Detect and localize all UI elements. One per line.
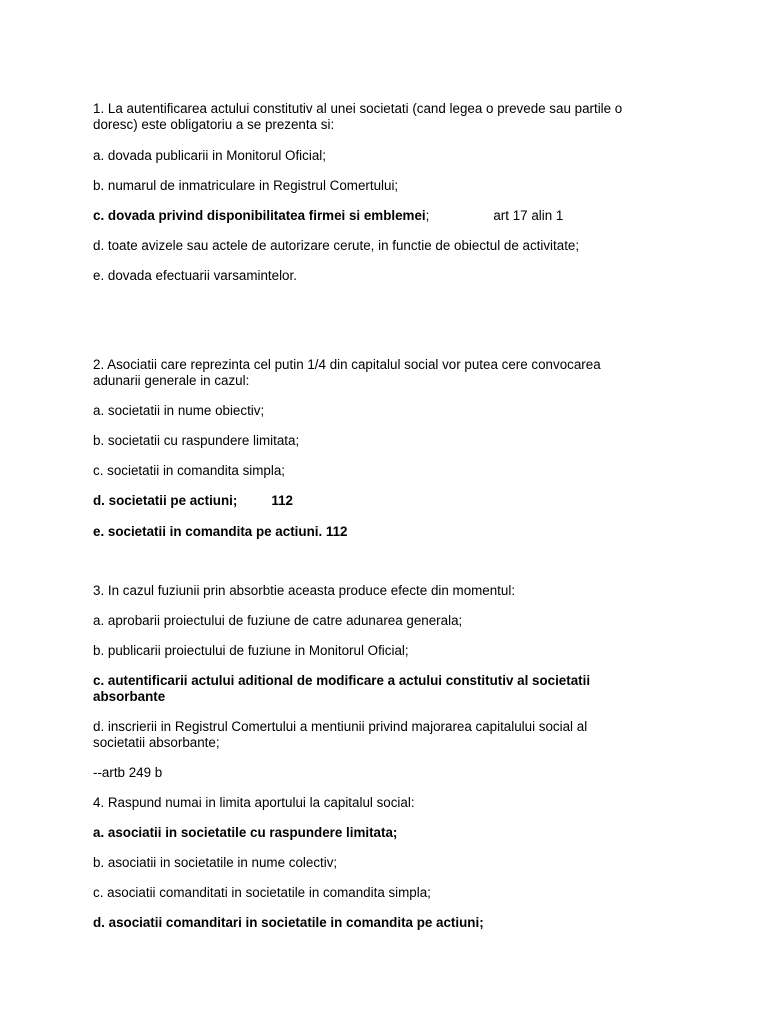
q3-option-b: b. publicarii proiectului de fuziune in Monitorul Oficial; — [93, 643, 409, 658]
q2-option-e: e. societatii in comandita pe actiuni. 112 — [93, 524, 348, 539]
q1-option-e: e. dovada efectuarii varsamintelor. — [93, 268, 297, 283]
q1-option-c-text: c. dovada privind disponibilitatea firmei si emblemei — [93, 208, 426, 223]
q2-option-d-note: 112 — [271, 493, 293, 508]
q1-option-c-punct: ; — [425, 208, 430, 223]
q1-option-d: d. toate avizele sau actele de autorizare cerute, in functie de obiectul de activitate; — [93, 238, 580, 253]
q4-option-b: b. asociatii in societatile in nume colectiv; — [93, 855, 338, 870]
q2-question-line1: 2. Asociatii care reprezinta cel putin 1/4 din capitalul social vor putea cere convocarea — [93, 357, 601, 372]
q2-question-line2: adunarii generale in cazul: — [93, 373, 250, 388]
q2-option-a: a. societatii in nume obiectiv; — [93, 403, 265, 418]
q1-question-line1: 1. La autentificarea actului constitutiv al unei societati (cand legea o prevede sau partile o — [93, 101, 623, 116]
q4-question: 4. Raspund numai in limita aportului la capitalul social: — [93, 795, 415, 810]
q1-option-b: b. numarul de inmatriculare in Registrul Comertului; — [93, 178, 399, 193]
q1-option-c — [93, 208, 563, 224]
q3-option-c-line1: c. autentificarii actului aditional de modificare a actului constitutiv al societatii — [93, 673, 591, 688]
q3-option-a: a. aprobarii proiectului de fuziune de catre adunarea generala; — [93, 613, 463, 628]
q2-option-b: b. societatii cu raspundere limitata; — [93, 433, 300, 448]
q2-option-d — [93, 493, 293, 509]
q3-option-d-line1: d. inscrierii in Registrul Comertului a mentiunii privind majorarea capitalului social al — [93, 719, 588, 734]
q3-note: --artb 249 b — [93, 765, 163, 780]
q4-option-a: a. asociatii in societatile cu raspundere limitata; — [93, 825, 398, 840]
q2-option-d-text: d. societatii pe actiuni; — [93, 493, 238, 508]
q3-option-d-line2: societatii absorbante; — [93, 735, 220, 750]
q1-option-c-note: art 17 alin 1 — [493, 208, 564, 223]
q1-option-a: a. dovada publicarii in Monitorul Oficial; — [93, 148, 326, 163]
q4-option-c: c. asociatii comanditati in societatile in comandita simpla; — [93, 885, 431, 900]
q1-question-line2: doresc) este obligatoriu a se prezenta si: — [93, 117, 335, 132]
q3-option-c-line2: absorbante — [93, 689, 166, 704]
q4-option-d: d. asociatii comanditari in societatile in comandita pe actiuni; — [93, 915, 484, 930]
q3-question: 3. In cazul fuziunii prin absorbtie aceasta produce efecte din momentul: — [93, 583, 516, 598]
q2-option-c: c. societatii in comandita simpla; — [93, 463, 286, 478]
